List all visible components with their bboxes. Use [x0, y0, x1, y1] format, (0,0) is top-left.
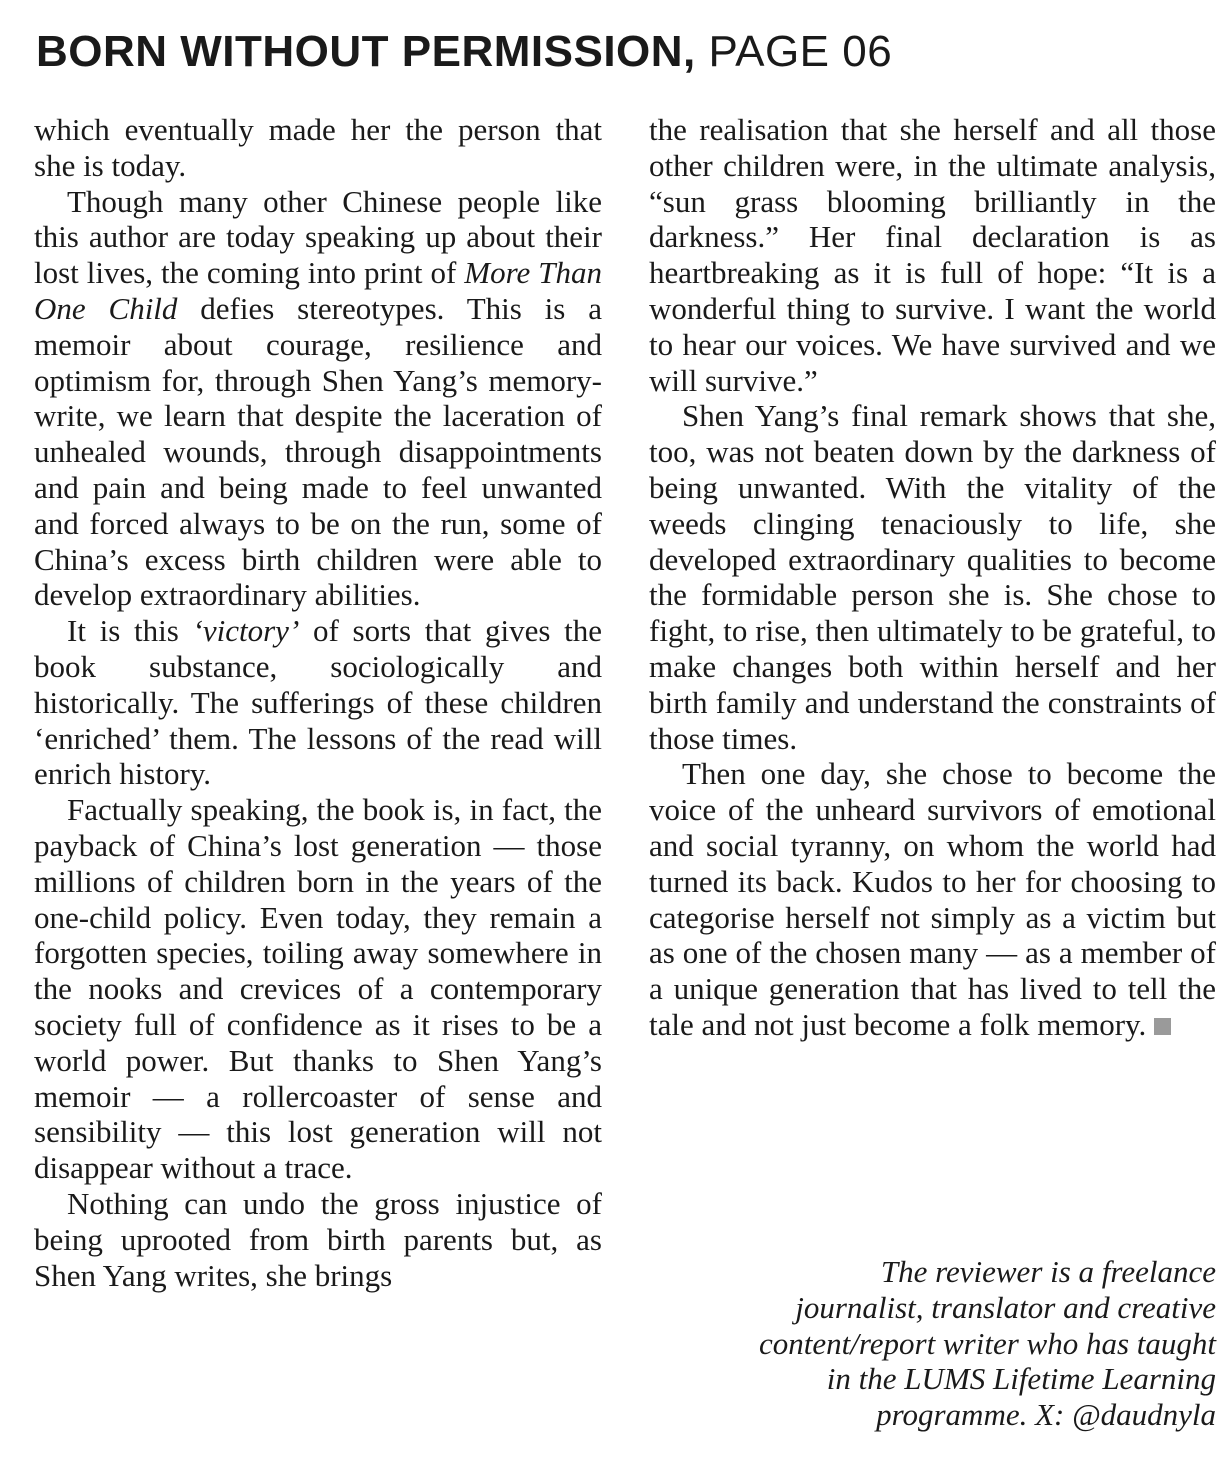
headline-title: BORN WITHOUT PERMISSION, [36, 27, 696, 76]
reviewer-bio-line-3: content/report writer who has taught [759, 1325, 1216, 1361]
right-paragraph-3 [649, 756, 1216, 1042]
reviewer-bio-line-2: journalist, translator and creative [795, 1289, 1216, 1325]
end-of-article-mark-icon [1154, 1018, 1171, 1035]
left-paragraph-3 [34, 613, 602, 792]
victory-emphasis: ‘victory’ [192, 613, 300, 649]
right-paragraph-3-text: Then one day, she chose to become the voice of the unheard survivors of emotional and social tyranny, on whom the world had turned its back. Kudos to her for choosing to categorise herself not simply as a victim but as one of the chosen many — as a member of a unique generation that has lived to tell the tale and not just become a folk memory. [649, 756, 1216, 1042]
left-paragraph-2-text-a: Though many other Chinese people like this author are today speaking up about their lost lives, the coming into print of [34, 183, 602, 291]
left-paragraph-2 [34, 184, 602, 614]
left-paragraph-1: which eventually made her the person that she is today. [34, 112, 602, 183]
reviewer-bio [640, 1254, 1216, 1433]
left-paragraph-5: Nothing can undo the gross injustice of being uprooted from birth parents but, as Shen Yang writes, she brings [34, 1185, 602, 1293]
right-paragraph-1: the realisation that she herself and all those other children were, in the ultimate analysis, “sun grass blooming brilliantly in the darkness.” Her final declaration is as heartbreaking as it is full of hope: “It is a wonderful thing to survive. I want the world to hear our voices. We have survived and we will survive.” [649, 112, 1216, 398]
reviewer-bio-line-4: in the LUMS Lifetime Learning [826, 1361, 1216, 1397]
reviewer-bio-line-5: programme. X: @daudnyla [876, 1397, 1216, 1433]
article-headline [36, 26, 892, 78]
left-paragraph-3-text-b: of sorts that gives the book substance, sociologically and historically. The sufferings of these children ‘enriched’ them. The lessons of the read will enrich history. [34, 613, 603, 792]
reviewer-bio-line-1: The reviewer is a freelance [880, 1254, 1216, 1289]
left-column [34, 112, 602, 1293]
left-paragraph-3-text-a: It is this [67, 613, 193, 649]
right-paragraph-2: Shen Yang’s final remark shows that she, too, was not beaten down by the darkness of being unwanted. With the vitality of the weeds clinging tenaciously to life, she developed extraordinary qualities to become the formidable person she is. She chose to fight, to rise, then ultimately to be grateful, to make changes both within herself and her birth family and understand the constraints of those times. [649, 398, 1216, 756]
book-title: More Than One Child [34, 255, 602, 326]
right-column [649, 112, 1216, 1043]
page-number: PAGE 06 [708, 27, 893, 76]
left-paragraph-4: Factually speaking, the book is, in fact, the payback of China’s lost generation — those millions of children born in the years of the one-child policy. Even today, they remain a forgotten species, toiling away somewhere in the nooks and crevices of a contemporary society full of confidence as it rises to be a world power. But thanks to Shen Yang’s memoir — a rollercoaster of sense and sensibility — this lost generation will not disappear without a trace. [34, 792, 602, 1186]
left-paragraph-2-text-b: defies stereotypes. This is a memoir about courage, resilience and optimism for, through Shen Yang’s memory-write, we learn that despite the laceration of unhealed wounds, through disappointments and pain and being made to feel unwanted and forced always to be on the run, some of China’s excess birth children were able to develop extraordinary abilities. [34, 290, 602, 613]
